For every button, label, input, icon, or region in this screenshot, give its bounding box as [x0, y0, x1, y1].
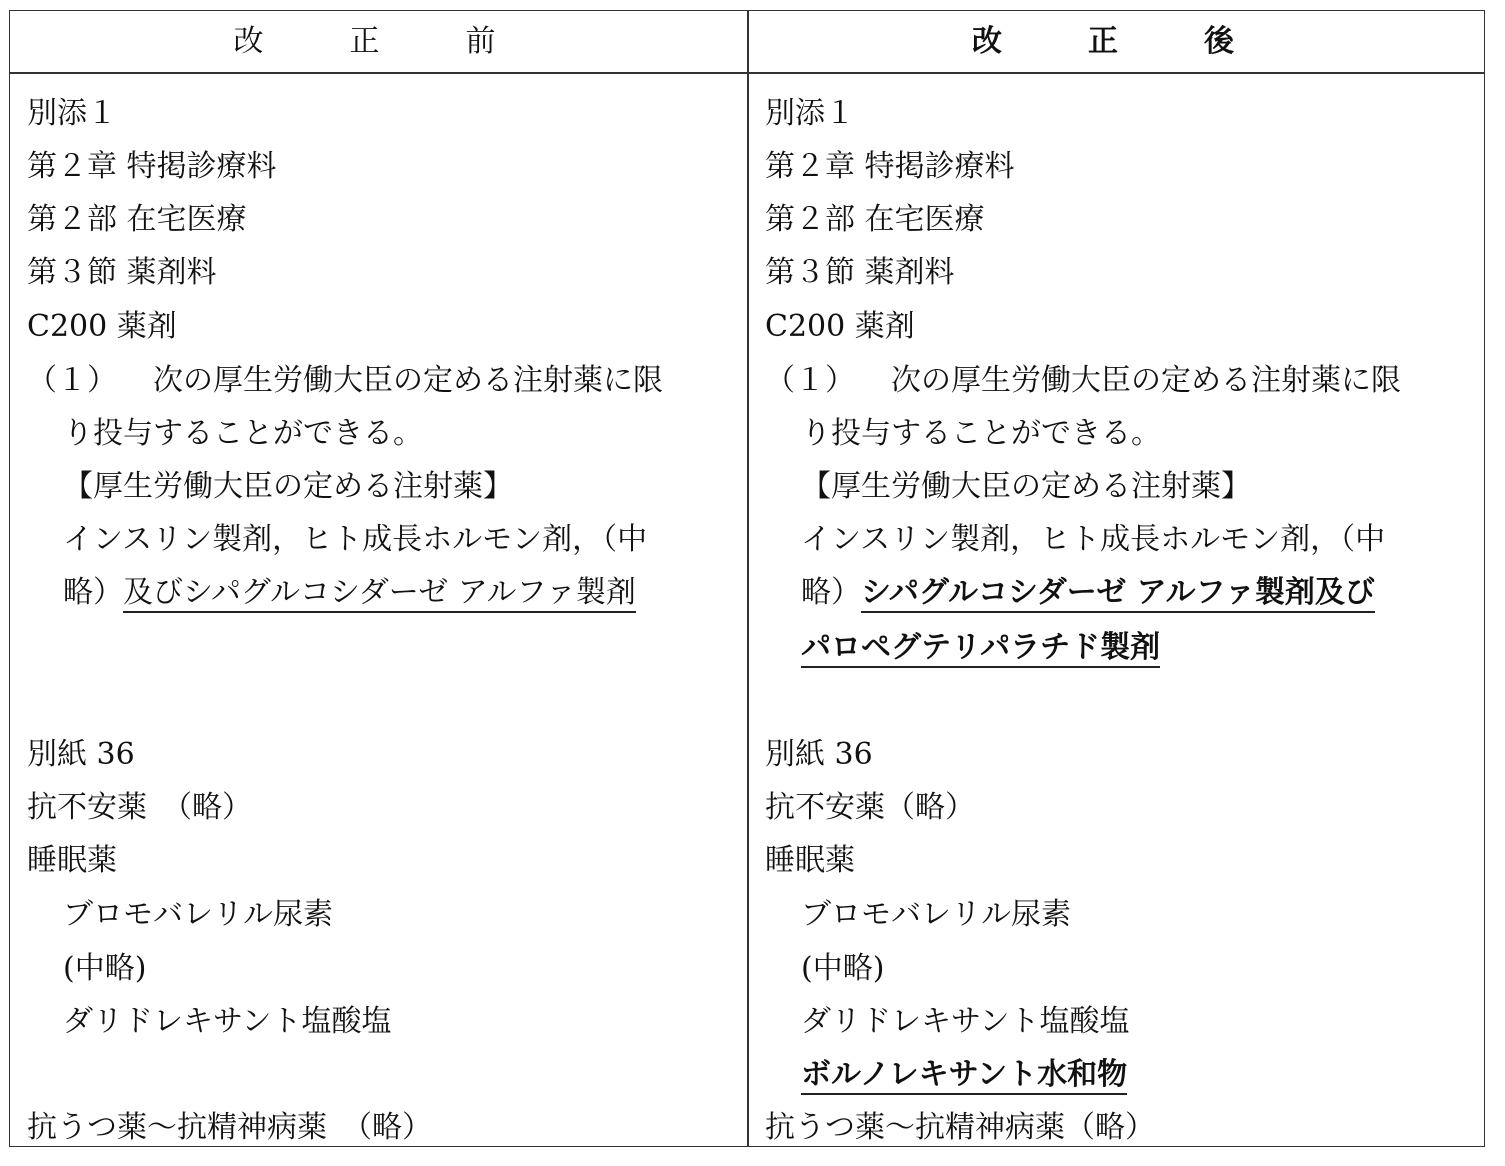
after-line-1: 別添１: [765, 96, 855, 131]
header-after: 改 正 後: [972, 24, 1262, 59]
before-line-5: C200 薬剤: [27, 309, 177, 344]
before-line-10: [63, 573, 636, 613]
bold-underlined-text: シパグルコシダーゼ アルファ製剤及び: [861, 575, 1375, 613]
before-line-15: (中略): [63, 951, 147, 986]
item-number: （１）: [27, 363, 117, 398]
before-line-6: [27, 361, 663, 401]
after-line-4: 第３節 薬剤料: [765, 255, 955, 290]
after-line-15: ブロモバレリル尿素: [801, 897, 1071, 932]
after-line-3: 第２部 在宅医療: [765, 202, 985, 237]
after-line-12: 別紙 36: [765, 737, 873, 772]
after-line-5: C200 薬剤: [765, 309, 915, 344]
before-line-17: 抗うつ薬～抗精神病薬 （略）: [27, 1110, 432, 1145]
after-line-6: [765, 361, 1401, 401]
header-divider: [10, 72, 1484, 74]
before-line-14: ブロモバレリル尿素: [63, 897, 333, 932]
after-line-8: 【厚生労働大臣の定める注射薬】: [801, 469, 1251, 504]
column-divider: [747, 11, 749, 1146]
before-line-8: 【厚生労働大臣の定める注射薬】: [63, 469, 513, 504]
after-line-11: [801, 628, 1160, 668]
after-line-18: [801, 1055, 1127, 1095]
before-line-4: 第３節 薬剤料: [27, 255, 217, 290]
before-line-9: インスリン製剤，ヒト成長ホルモン剤，（中: [63, 522, 648, 557]
before-line-16: ダリドレキサント塩酸塩: [63, 1004, 392, 1039]
underlined-text: 及びシパグルコシダーゼ アルファ製剤: [123, 575, 636, 613]
text-plain: 略）: [63, 575, 123, 610]
after-line-13: 抗不安薬（略）: [765, 790, 975, 825]
bold-underlined-text: パロペグテリパラチド製剤: [801, 630, 1160, 668]
text-plain: 略）: [801, 575, 861, 610]
bold-underlined-text: ボルノレキサント水和物: [801, 1057, 1127, 1095]
before-line-7: り投与することができる。: [63, 416, 423, 451]
after-line-17: ダリドレキサント塩酸塩: [801, 1004, 1130, 1039]
before-line-2: 第２章 特掲診療料: [27, 149, 277, 184]
before-line-12: 抗不安薬 （略）: [27, 790, 252, 825]
after-line-10: [801, 573, 1375, 613]
before-line-3: 第２部 在宅医療: [27, 202, 247, 237]
comparison-table: [9, 10, 1485, 1147]
before-line-11: 別紙 36: [27, 737, 135, 772]
after-line-2: 第２章 特掲診療料: [765, 149, 1015, 184]
before-line-1: 別添１: [27, 96, 117, 131]
after-line-19: 抗うつ薬～抗精神病薬（略）: [765, 1110, 1155, 1145]
item-text: 次の厚生労働大臣の定める注射薬に限: [153, 363, 663, 398]
item-text: 次の厚生労働大臣の定める注射薬に限: [891, 363, 1401, 398]
after-line-9: インスリン製剤，ヒト成長ホルモン剤，（中: [801, 522, 1386, 557]
header-before: 改 正 前: [233, 24, 524, 59]
before-line-13: 睡眠薬: [27, 843, 117, 878]
item-number: （１）: [765, 363, 855, 398]
after-line-14: 睡眠薬: [765, 843, 855, 878]
after-line-16: (中略): [801, 951, 885, 986]
after-line-7: り投与することができる。: [801, 416, 1161, 451]
